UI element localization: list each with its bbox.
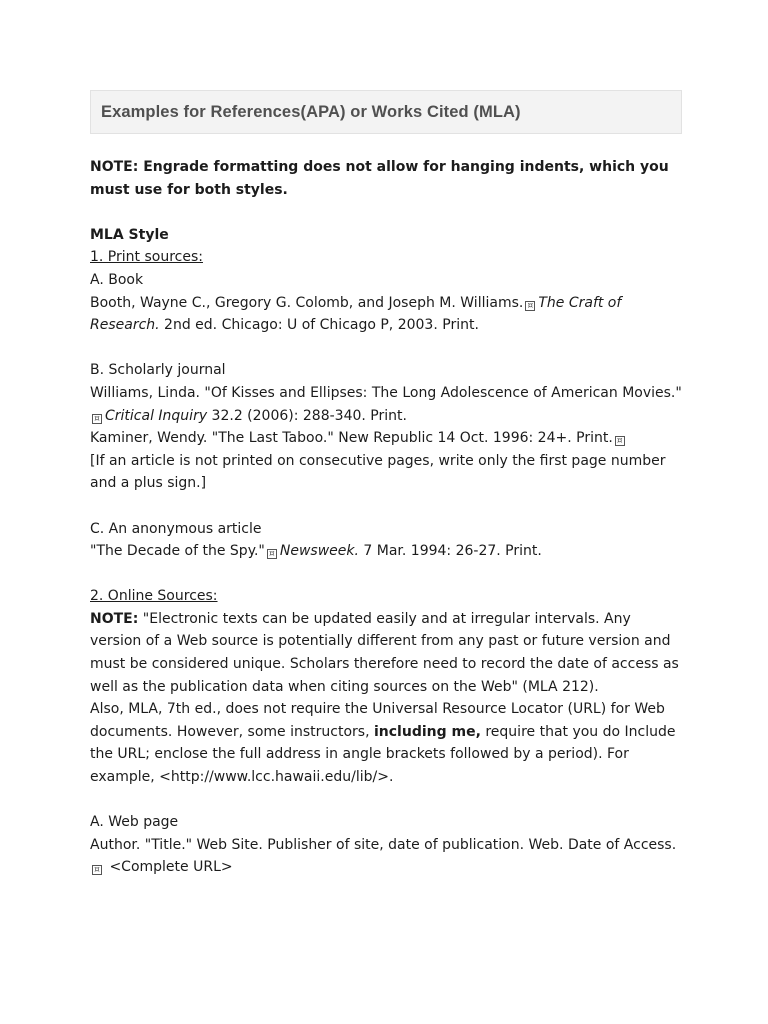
journal-entry-1-post: 32.2 (2006): 288-340. Print. [207, 407, 407, 424]
spacer [90, 495, 682, 518]
book-details: 2nd ed. Chicago: U of Chicago P, 2003. Print. [159, 317, 479, 334]
book-authors: Booth, Wayne C., Gregory G. Colomb, and Joseph M. Williams. [90, 294, 524, 311]
page-title: Examples for References(APA) or Works Cited (MLA) [101, 102, 521, 121]
spacer [90, 563, 682, 586]
spacer [90, 337, 682, 360]
missing-glyph-icon: ¤ [92, 865, 102, 875]
online-note [90, 608, 682, 698]
spacer [90, 789, 682, 812]
url-paragraph [90, 698, 682, 788]
online-sources-heading: 2. Online Sources: [90, 588, 218, 605]
missing-glyph-icon: ¤ [267, 549, 277, 559]
formatting-note: NOTE: Engrade formatting does not allow for hanging indents, which you must use for both styles. [90, 159, 669, 198]
url-paragraph-post: require that you do Include the URL; enclose the full address in angle brackets followed by a period). For example, <http://www.lcc.hawaii.edu/lib/>. [90, 723, 676, 786]
missing-glyph-icon: ¤ [92, 414, 102, 424]
webpage-entry-text: Author. "Title." Web Site. Publisher of site, date of publication. Web. Date of Access. [90, 836, 677, 853]
journal-entry-2 [90, 427, 682, 450]
webpage-entry [90, 834, 682, 879]
anonymous-entry [90, 540, 682, 563]
anonymous-entry-pre: "The Decade of the Spy." [90, 543, 265, 560]
url-paragraph-pre: Also, MLA, 7th ed., does not require the Universal Resource Locator (URL) for Web documents. However, some instructors, [90, 701, 665, 740]
url-paragraph-bold: including me, [373, 723, 481, 740]
spacer [90, 201, 682, 224]
mla-style-heading: MLA Style [90, 226, 169, 243]
book-label: A. Book [90, 271, 144, 288]
journal-label: B. Scholarly journal [90, 362, 226, 379]
print-sources-heading: 1. Print sources: [90, 249, 203, 266]
missing-glyph-icon: ¤ [525, 301, 535, 311]
online-note-label: NOTE: [90, 610, 139, 627]
anonymous-label: C. An anonymous article [90, 520, 262, 537]
journal-bracket-note: [If an article is not printed on consecutive pages, write only the first page number and a plus sign.] [90, 452, 666, 492]
anonymous-entry-title: Newsweek. [279, 543, 359, 560]
journal-entry-1 [90, 382, 682, 427]
journal-entry-2-text: Kaminer, Wendy. "The Last Taboo." New Republic 14 Oct. 1996: 24+. Print. [90, 430, 613, 447]
book-entry [90, 292, 682, 337]
webpage-entry-end: <Complete URL> [105, 859, 233, 876]
journal-entry-1-pre: Williams, Linda. "Of Kisses and Ellipses: The Long Adolescence of American Movies." [90, 384, 682, 401]
document-page [90, 90, 682, 879]
journal-entry-1-title: Critical Inquiry [105, 407, 208, 424]
anonymous-entry-post: 7 Mar. 1994: 26-27. Print. [358, 543, 542, 560]
online-note-text: "Electronic texts can be updated easily and at irregular intervals. Any version of a Web source is potentially different from any past or future version and must be considered unique. Scholars therefore need to record the date of access as well as the publication data when citing sources on the Web" (MLA 212). [90, 610, 679, 695]
header-banner [90, 90, 682, 134]
book-title: The Craft of Research. [90, 294, 622, 334]
webpage-label: A. Web page [90, 814, 179, 831]
missing-glyph-icon: ¤ [615, 436, 625, 446]
document-body [90, 156, 682, 879]
